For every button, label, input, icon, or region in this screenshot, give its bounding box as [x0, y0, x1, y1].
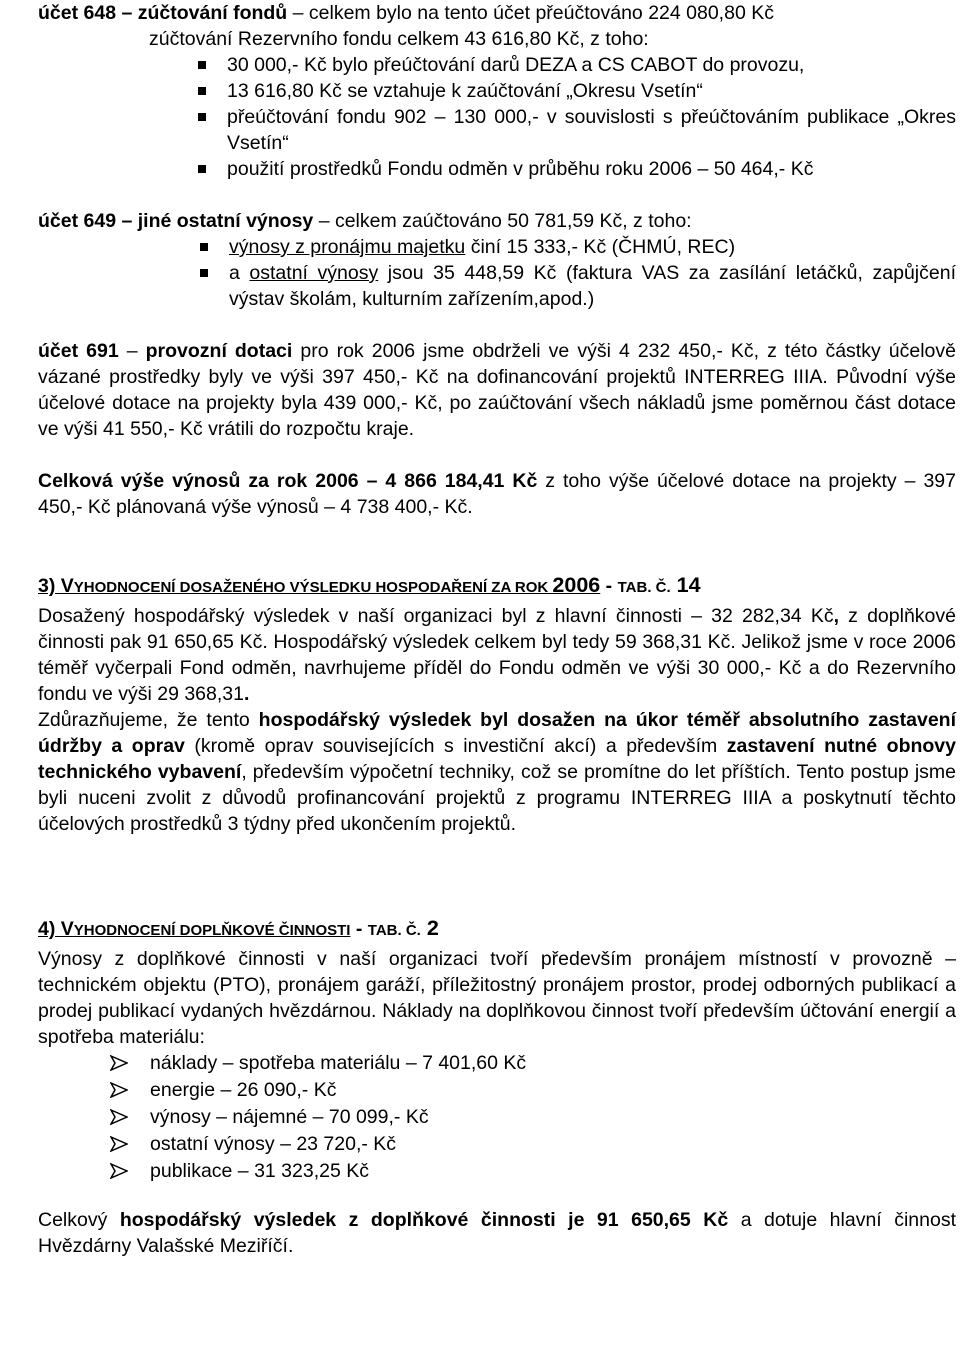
account-649-heading: účet 649 – jiné ostatní výnosy – celkem zaúčtováno 50 781,59 Kč, z toho:: [38, 210, 692, 232]
section-3-paragraph-1: Dosažený hospodářský výsledek v naší organizaci byl z hlavní činnosti – 32 282,34 Kč, z doplňkové činnosti pak 91 650,65 Kč. Hospodářský výsledek celkem byl tedy 59 368,31 Kč. Jelikož jsme v roce 2006 téměř vyčerpali Fond odměn, navrhujeme příděl do Fondu odměn ve výši 30 000,- Kč a do Rezervního fondu ve výši 29 368,31.: [38, 605, 956, 705]
list-item: 30 000,- Kč bylo přeúčtování darů DEZA a CS CABOT do provozu,: [188, 52, 956, 78]
list-item: energie – 26 090,- Kč: [110, 1077, 956, 1104]
list-item: přeúčtování fondu 902 – 130 000,- v souvislosti s přeúčtováním publikace „Okres Vsetín“: [188, 104, 956, 156]
account-648-line2: zúčtování Rezervního fondu celkem 43 616,80 Kč, z toho:: [149, 28, 649, 50]
account-649-block: [38, 208, 956, 312]
arrow-bullet-icon: [110, 1055, 128, 1071]
list-item: použití prostředků Fondu odměn v průběhu roku 2006 – 50 464,- Kč: [188, 156, 956, 182]
account-648-title: účet 648 – zúčtování fondů: [38, 2, 288, 24]
section-4: [38, 915, 956, 1259]
list-item: ostatní výnosy – 23 720,- Kč: [110, 1131, 956, 1158]
arrow-bullet-icon: [110, 1136, 128, 1152]
list-item: publikace – 31 323,25 Kč: [110, 1158, 956, 1185]
arrow-bullet-icon: [110, 1082, 128, 1098]
account-648-list: [188, 52, 956, 182]
total-revenue-paragraph: Celková výše výnosů za rok 2006 – 4 866 184,41 Kč z toho výše účelové dotace na projekty – 397 450,- Kč plánovaná výše výnosů – 4 738 400,- Kč.: [38, 470, 956, 518]
list-item: náklady – spotřeba materiálu – 7 401,60 Kč: [110, 1050, 956, 1077]
arrow-bullet-icon: [110, 1163, 128, 1179]
section-3: [38, 572, 956, 837]
account-648-heading: účet 648 – zúčtování fondů – celkem bylo na tento účet přeúčtováno 224 080,80 Kč: [38, 2, 774, 24]
document-page: [38, 0, 956, 1259]
list-item: 13 616,80 Kč se vztahuje k zaúčtování „Okresu Vsetín“: [188, 78, 956, 104]
account-691-paragraph: účet 691 – provozní dotaci pro rok 2006 jsme obdrželi ve výši 4 232 450,- Kč, z této částky účelově vázané prostředky byly ve výši 397 450,- Kč na dofinancování projektů INTERREG IIIA. Původní výše účelové dotace na projekty byla 439 000,- Kč, po zaúčtování všech nákladů jsme poměrnou část dotace ve výši 41 550,- Kč vrátili do rozpočtu kraje.: [38, 340, 956, 440]
list-item: výnosy – nájemné – 70 099,- Kč: [110, 1104, 956, 1131]
section-4-heading: 4) VYHODNOCENÍ DOPLŇKOVÉ ČINNOSTI - TAB. Č. 2: [38, 916, 439, 940]
arrow-bullet-icon: [110, 1109, 128, 1125]
section-3-paragraph-2: Zdůrazňujeme, že tento hospodářský výsledek byl dosažen na úkor téměř absolutního zastavení údržby a oprav (kromě oprav souvisejících s investiční akcí) a především zastavení nutné obnovy technického vybavení, především výpočetní techniky, což se promítne do let příštích. Tento postup jsme byli nuceni zvolit z důvodů profinancování projektů z programu INTERREG IIIA a poskytnutí těchto účelových prostředků 3 týdny před ukončením projektů.: [38, 709, 956, 835]
list-item: a ostatní výnosy jsou 35 448,59 Kč (faktura VAS za zasílání letáčků, zapůjčení výstav školám, kulturním zařízením,apod.): [190, 260, 956, 312]
section-3-heading: 3) VYHODNOCENÍ DOSAŽENÉHO VÝSLEDKU HOSPODAŘENÍ ZA ROK 2006 - TAB. Č. 14: [38, 573, 701, 597]
account-649-title: účet 649 – jiné ostatní výnosy: [38, 210, 314, 232]
list-item: výnosy z pronájmu majetku činí 15 333,- Kč (ČHMÚ, REC): [190, 234, 956, 260]
section-4-paragraph-1: Výnosy z doplňkové činnosti v naší organizaci tvoří především pronájem místností v provozně – technickém objektu (PTO), pronájem garáží, příležitostný pronájem prostor, prodej odborných publikací a prodej publikací vydaných hvězdárnou. Náklady na doplňkovou činnost tvoří především účtování energií a spotřeba materiálu:: [38, 948, 956, 1048]
account-649-list: [190, 234, 956, 312]
cost-revenue-list: [38, 1050, 956, 1185]
account-648-block: [38, 0, 956, 182]
section-4-paragraph-2: Celkový hospodářský výsledek z doplňkové činnosti je 91 650,65 Kč a dotuje hlavní činnost Hvězdárny Valašské Meziříčí.: [38, 1209, 956, 1257]
